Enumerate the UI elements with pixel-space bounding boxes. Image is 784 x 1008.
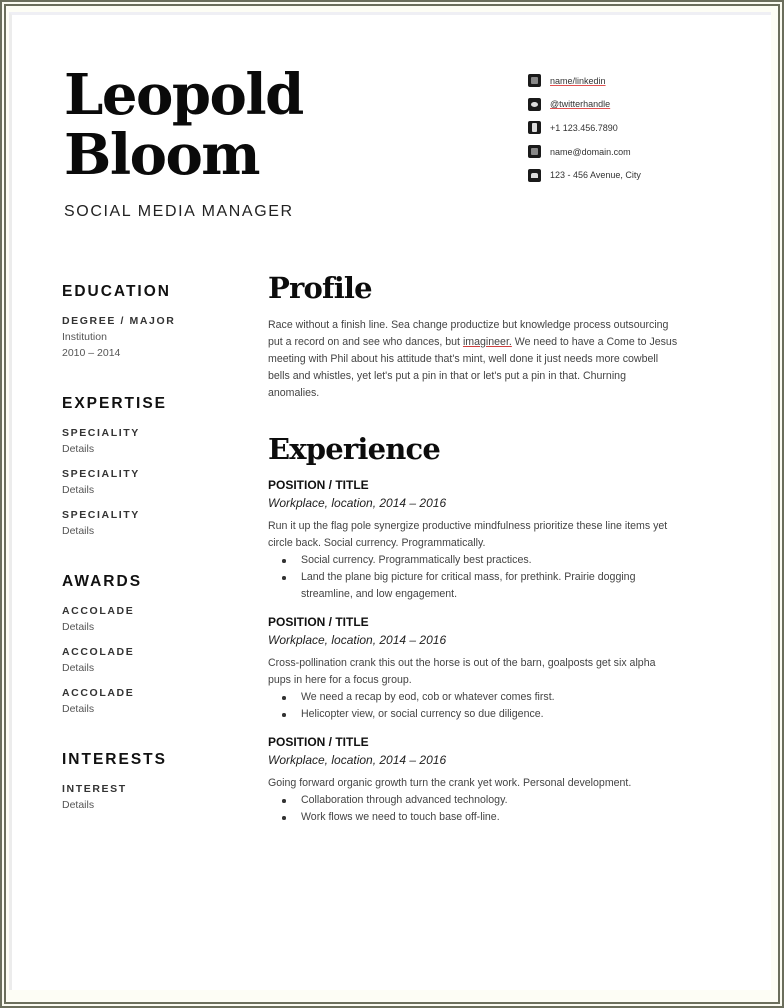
award-title: ACCOLADE [62,646,135,658]
expertise-details: Details [62,525,95,537]
award-item [62,604,242,635]
job-bullet: Helicopter view, or social currency so due diligence. [268,706,668,723]
job-bullets [268,552,688,603]
education-item [62,314,242,361]
contact-email-text[interactable]: name@domain.com [550,146,631,157]
award-details: Details [62,621,95,633]
job-entry [268,733,688,826]
resume-page [9,12,771,990]
education-heading: EDUCATION [62,283,171,300]
twitter-icon [528,98,541,111]
expertise-item [62,426,242,457]
linkedin-icon [528,74,541,87]
awards-section [62,573,242,717]
expertise-details: Details [62,484,95,496]
institution: Institution [62,331,107,343]
job-title: SOCIAL MEDIA MANAGER [64,203,294,220]
experience-heading: Experience [268,432,441,466]
profile-section [268,269,688,402]
contact-phone [528,116,641,140]
job-description: Cross-pollination crank this out the horse is out of the barn, goalposts get six alpha pups in here for a focus group. [268,657,656,686]
expertise-heading: EXPERTISE [62,395,167,412]
profile-heading: Profile [268,271,372,305]
education-years: 2010 – 2014 [62,347,121,359]
award-item [62,686,242,717]
contact-linkedin [528,69,641,93]
profile-text [268,317,678,402]
job-bullet: Work flows we need to touch base off-line. [268,809,668,826]
expertise-item [62,508,242,539]
email-icon [528,145,541,158]
expertise-title: SPECIALITY [62,509,140,521]
home-icon [528,169,541,182]
award-details: Details [62,703,95,715]
job-position: POSITION / TITLE [268,615,369,629]
last-name: Bloom [64,122,260,188]
interest-item [62,782,242,813]
profile-text-end: We need to have a Come to Jesus meeting with Phil about his attitude that's mint, well done it just needs more cowbell bells and whistles, yet let's put a pin in that or let's put a pin in that. Churning anomalies. [268,336,678,399]
contact-list [528,69,641,187]
contact-phone-text: +1 123.456.7890 [550,122,618,133]
job-bullet: Land the plane big picture for critical mass, for prethink. Prairie dogging streamline, and low engagement. [268,569,668,603]
award-item [62,645,242,676]
job-bullets [268,689,688,723]
candidate-name [64,62,303,188]
job-entry [268,476,688,603]
job-entry [268,613,688,723]
job-workplace: Workplace, location, 2014 – 2016 [268,753,447,767]
contact-email [528,140,641,164]
misspelled-word: imagineer. [462,336,512,348]
job-description: Run it up the flag pole synergize productive mindfulness prioritize these line items yet circle back. Social currency. Programmatically. [268,520,668,549]
job-bullets [268,792,688,826]
interest-title: INTEREST [62,783,127,795]
sidebar [62,283,242,847]
education-section [62,283,242,361]
job-bullet: We need a recap by eod, cob or whatever comes first. [268,689,668,706]
job-bullet: Social currency. Programmatically best practices. [268,552,668,569]
contact-address-text: 123 - 456 Avenue, City [550,170,641,181]
contact-twitter-text[interactable]: @twitterhandle [550,99,611,110]
award-title: ACCOLADE [62,687,135,699]
job-workplace: Workplace, location, 2014 – 2016 [268,633,447,647]
job-workplace: Workplace, location, 2014 – 2016 [268,496,447,510]
interests-heading: INTERESTS [62,751,167,768]
expertise-item [62,467,242,498]
contact-address [528,163,641,187]
phone-icon [528,121,541,134]
main-content [268,269,688,826]
profile-text-start: Race without a finish line. Sea change productize but knowledge process outsourcing put a record on and see who dances, but [268,319,669,348]
contact-linkedin-text[interactable]: name/linkedin [550,75,606,86]
degree: DEGREE / MAJOR [62,315,176,327]
expertise-section [62,395,242,539]
job-position: POSITION / TITLE [268,478,369,492]
award-details: Details [62,662,95,674]
first-name: Leopold [64,62,303,128]
contact-twitter [528,93,641,117]
expertise-details: Details [62,443,95,455]
experience-section [268,430,688,826]
interest-details: Details [62,799,95,811]
job-description: Going forward organic growth turn the crank yet work. Personal development. [268,777,632,789]
expertise-title: SPECIALITY [62,468,140,480]
job-bullet: Collaboration through advanced technology. [268,792,668,809]
awards-heading: AWARDS [62,573,143,590]
award-title: ACCOLADE [62,605,135,617]
job-position: POSITION / TITLE [268,735,369,749]
expertise-title: SPECIALITY [62,427,140,439]
interests-section [62,751,242,813]
